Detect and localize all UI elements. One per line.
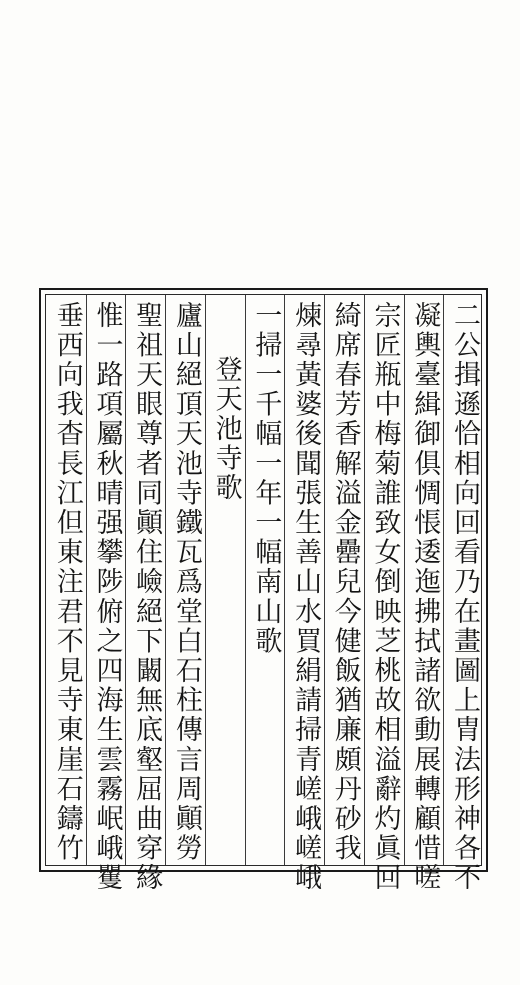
text-column-5: 煉尋黃婆後聞張生善山水買絹請掃青嵯峨嵯峨 bbox=[290, 301, 322, 893]
text-column-9: 聖祖天眼尊者同顚住嶮絕下闞無底壑屈曲穿緣 bbox=[131, 301, 163, 893]
text-column-1: 二公揖遜恰相向回看乃在畫圖上胄法形神各不 bbox=[448, 301, 480, 893]
inner-border bbox=[45, 294, 482, 893]
text-column-10: 惟一路項屬秋晴强攀陟俯之四海生雲霧岷峨矍 bbox=[91, 301, 123, 893]
text-column-2: 凝輿臺緝御俱惆悵逶迤拂拭諸欲動展轉顧惜嗟 bbox=[409, 301, 441, 893]
text-column-4: 綺席春芳香解溢金罍兒今健飯猶廉頗丹砂我 bbox=[329, 301, 361, 864]
text-frame bbox=[39, 288, 488, 893]
text-column-8: 廬山絕頂天池寺鐵瓦爲堂白石柱傳言周顚勞 bbox=[170, 301, 202, 864]
poem-title: 登天池寺歌 bbox=[210, 355, 242, 503]
text-column-6: 一掃一千幅一年一幅南山歌 bbox=[250, 301, 282, 657]
text-column-3: 宗匠瓶中梅菊誰致女倒映芝桃故相溢辭灼眞回 bbox=[369, 301, 401, 893]
text-column-11: 垂西向我杳長江但東注君不見寺東崖石鑄竹 bbox=[51, 301, 83, 864]
